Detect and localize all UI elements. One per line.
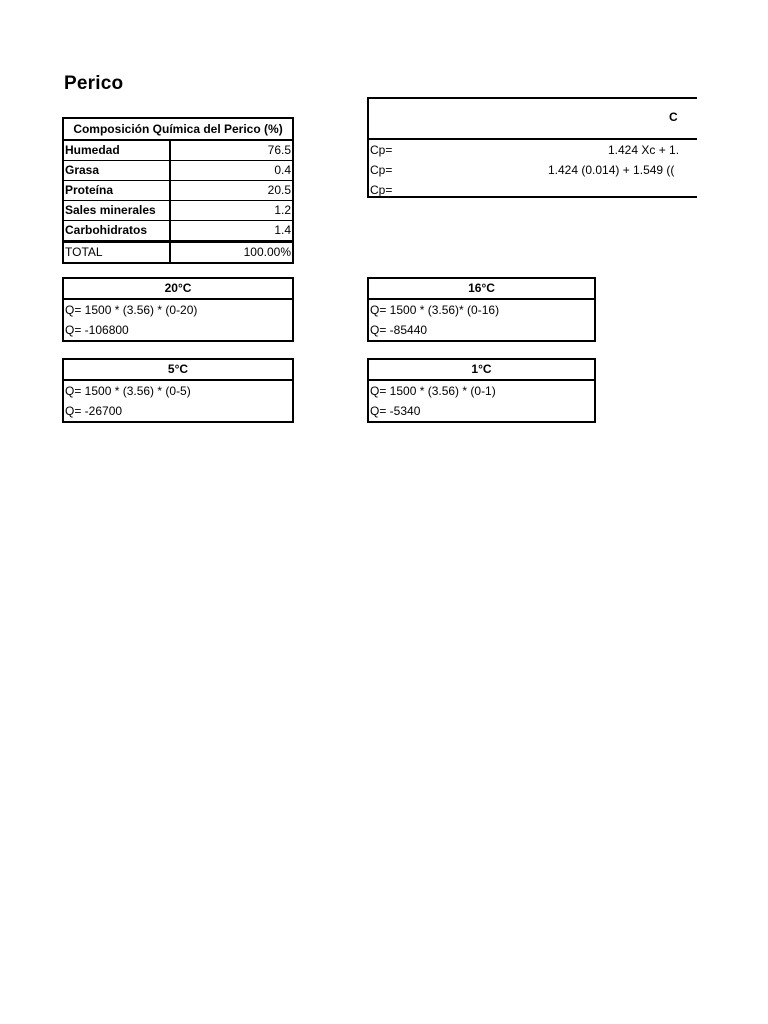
heat-calc-box-20c xyxy=(62,277,294,342)
cp-label: Cp= xyxy=(370,183,393,197)
heat-calc-box-5c xyxy=(62,358,294,423)
row-value: 76.5 xyxy=(267,143,291,157)
row-label: Grasa xyxy=(64,161,171,180)
cp-box-header xyxy=(369,99,697,140)
heat-calc-result: Q= -106800 xyxy=(65,323,129,337)
heat-calc-formula: Q= 1500 * (3.56)* (0-16) xyxy=(370,303,500,317)
table-row xyxy=(64,141,292,161)
composition-table xyxy=(62,117,294,264)
row-label: Carbohidratos xyxy=(64,221,171,240)
cp-row xyxy=(369,180,697,200)
total-label: TOTAL xyxy=(64,243,171,262)
row-label: Proteína xyxy=(64,181,171,200)
row-value: 1.4 xyxy=(274,223,291,237)
heat-calc-temperature: 5°C xyxy=(64,360,292,381)
total-value: 100.00% xyxy=(243,245,291,259)
heat-calc-formula: Q= 1500 * (3.56) * (0-1) xyxy=(370,384,496,398)
heat-calc-box-1c xyxy=(367,358,596,423)
heat-calc-formula: Q= 1500 * (3.56) * (0-20) xyxy=(65,303,198,317)
heat-calc-result: Q= -5340 xyxy=(370,404,421,418)
heat-calc-box-16c xyxy=(367,277,596,342)
row-label: Humedad xyxy=(64,141,171,160)
cp-calculation-box xyxy=(367,97,697,198)
heat-calc-temperature: 1°C xyxy=(369,360,594,381)
row-value: 1.2 xyxy=(274,203,291,217)
cp-row xyxy=(369,140,697,160)
cp-label: Cp= xyxy=(370,143,393,157)
table-row xyxy=(64,221,292,241)
heat-calc-temperature: 16°C xyxy=(369,279,594,300)
table-row xyxy=(64,181,292,201)
table-row xyxy=(64,161,292,181)
cp-formula: 1.424 (0.014) + 1.549 (( xyxy=(548,163,675,177)
composition-table-header: Composición Química del Perico (%) xyxy=(64,119,292,141)
table-row xyxy=(64,201,292,221)
heat-calc-result: Q= -85440 xyxy=(370,323,428,337)
total-row xyxy=(64,241,292,262)
row-value: 0.4 xyxy=(274,163,291,177)
row-label: Sales minerales xyxy=(64,201,171,220)
cp-formula: 1.424 Xc + 1. xyxy=(608,143,680,157)
cp-label: Cp= xyxy=(370,163,393,177)
page-title: Perico xyxy=(64,73,124,94)
heat-calc-formula: Q= 1500 * (3.56) * (0-5) xyxy=(65,384,191,398)
heat-calc-temperature: 20°C xyxy=(64,279,292,300)
heat-calc-result: Q= -26700 xyxy=(65,404,123,418)
cp-row xyxy=(369,160,697,180)
cp-box-header-text: C xyxy=(669,110,678,124)
row-value: 20.5 xyxy=(267,183,291,197)
